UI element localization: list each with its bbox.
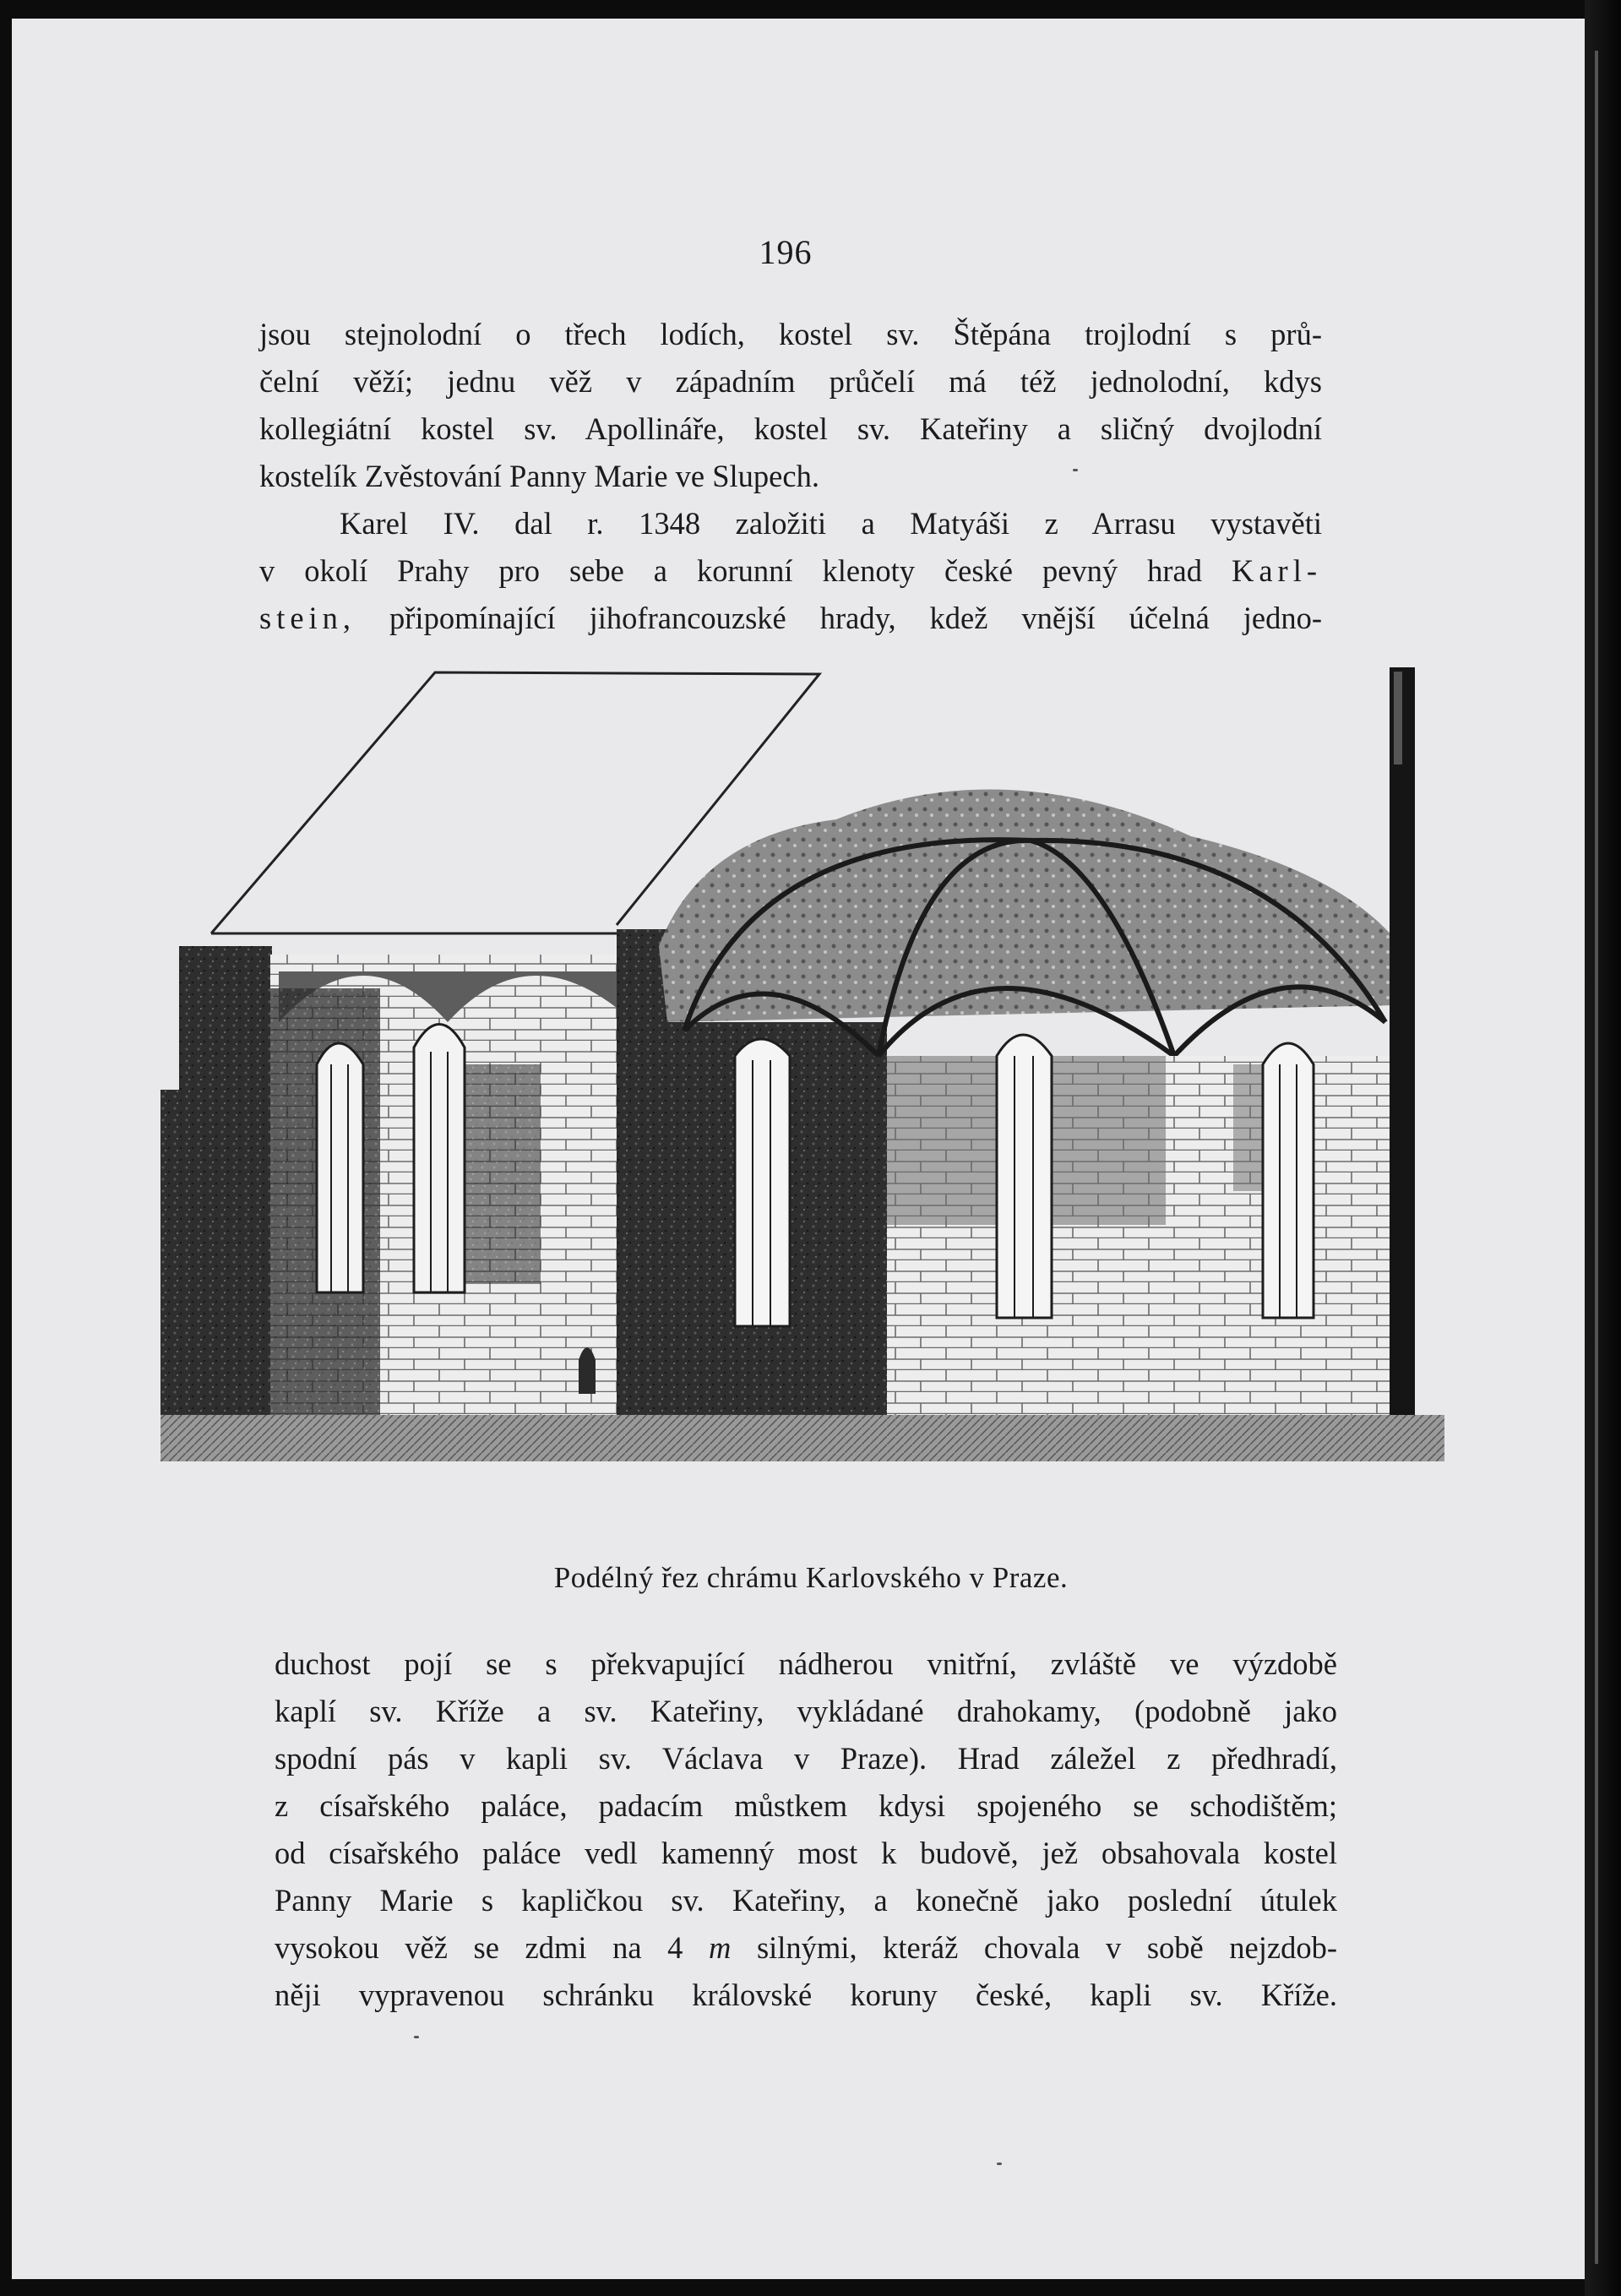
paragraph-3 bbox=[275, 1640, 1337, 2019]
figure-caption: Podélný řez chrámu Karlovského v Praze. bbox=[553, 1561, 1069, 1594]
text-segment: v okolí Prahy pro sebe a korunní klenoty české pevný hrad bbox=[259, 553, 1203, 588]
scan-speck bbox=[1073, 469, 1078, 471]
text-line: kollegiátní kostel sv. Apollináře, kostel sv. Kateřiny a sličný dvojlodní bbox=[259, 411, 1322, 446]
paragraph-2 bbox=[259, 500, 1322, 642]
text-line: od císařského paláce vedl kamenný most k budově, jež obsahovala kostel bbox=[275, 1836, 1337, 1870]
text-segment: silnými, kteráž chovala v sobě nejzdob- bbox=[756, 1930, 1338, 1965]
scan-edge bbox=[1585, 0, 1621, 2296]
scan-speck bbox=[997, 2163, 1002, 2165]
text-line bbox=[259, 595, 1322, 642]
unit: m bbox=[708, 1930, 732, 1965]
church-section-illustration bbox=[160, 667, 1453, 1512]
paragraph-1 bbox=[259, 311, 1322, 500]
text-line: z císařského paláce, padacím můstkem kdysi spojeného se schodištěm; bbox=[275, 1788, 1337, 1823]
spaced-name: stein, bbox=[259, 601, 356, 635]
text-line bbox=[275, 1924, 1337, 1972]
text-segment: vysokou věž se zdmi na 4 bbox=[275, 1930, 683, 1965]
scan-speck bbox=[414, 2036, 419, 2038]
text-segment: připomínající jihofrancouzské hrady, kdež vnější účelná jedno- bbox=[389, 601, 1323, 635]
text-line: něji vypravenou schránku královské koruny české, kapli sv. Kříže. bbox=[275, 1978, 1337, 2012]
text-line: kostelík Zvěstování Panny Marie ve Slupech. bbox=[259, 459, 819, 493]
text-line: Panny Marie s kapličkou sv. Kateřiny, a konečně jako poslední útulek bbox=[275, 1883, 1337, 1918]
text-line bbox=[259, 547, 1322, 595]
spaced-name: Karl- bbox=[1232, 553, 1323, 588]
text-line: jsou stejnolodní o třech lodích, kostel sv. Štěpána trojlodní s prů- bbox=[259, 317, 1322, 351]
text-line: duchost pojí se s překvapující nádherou vnitřní, zvláště ve výzdobě bbox=[275, 1646, 1337, 1681]
page-number: 196 bbox=[759, 233, 813, 271]
text-line: spodní pás v kapli sv. Václava v Praze). Hrad záležel z předhradí, bbox=[275, 1741, 1337, 1776]
text-line: Karel IV. dal r. 1348 založiti a Matyáši z Arrasu vystavěti bbox=[340, 506, 1322, 541]
text-line: kaplí sv. Kříže a sv. Kateřiny, vykládané drahokamy, (podobně jako bbox=[275, 1694, 1337, 1728]
text-line: čelní věží; jednu věž v západním průčelí má též jednolodní, kdys bbox=[259, 364, 1322, 399]
scan-edge-line bbox=[1595, 51, 1598, 2264]
